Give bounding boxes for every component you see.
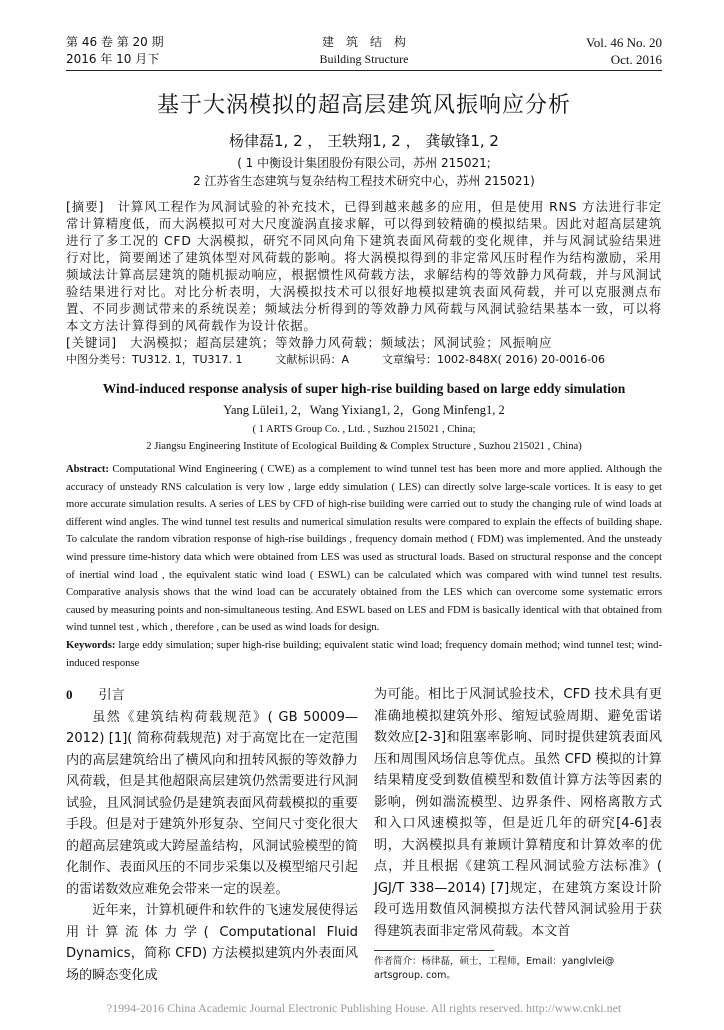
journal-name-cn: 建 筑 结 构 xyxy=(322,35,407,49)
abstract-text: 计算风工程作为风洞试验的补充技术，已得到越来越多的应用，但是使用 RNS 方法进行非定常计算精度低，而大涡模拟可对大尺度漩涡直接求解，可以得到较精确的模拟结果。因此对超高层建筑进行了多工况的 CFD 大涡模拟，研究不同风向角下建筑表面风荷载的变化规律，并与风洞试验结果进行对比，简要阐述了建筑体型对风荷载的影响。将大涡模拟得到的非定常风压时程作为结构激励，采用频域法计算高层建筑的随机振动响应，根据惯性风荷载方法，求解结构的等效静力风荷载，并与风洞试验结果进行对比。对比分析表明，大涡模拟技术可以很好地模拟建筑表面风荷载，并可以克服测点布置、不同步测试带来的系统误差；频域法分析得到的等效静力风荷载与风洞试验结果基本一致，可以将本文方法计算得到的风荷载作为设计依据。 xyxy=(66,199,662,333)
affiliation: 2 江苏省生态建筑与复杂结构工程技术研究中心，苏州 215021) xyxy=(193,174,535,188)
issue-date: 2016 年 10 月下 xyxy=(66,52,160,66)
paragraph: 近年来，计算机硬件和软件的飞速发展使得运用计算流体力学( Computational Fluid Dynamics，简称 CFD) 方法模拟建筑内外表面风场的瞬态变化成 xyxy=(66,903,358,983)
footnote-rule xyxy=(374,950,494,951)
affiliation: ( 1 ARTS Group Co. , Ltd. , Suzhou 215021 , China; xyxy=(252,424,476,435)
keywords-label: Keywords: xyxy=(66,639,116,651)
abstract-en xyxy=(66,461,662,672)
section-number: 0 xyxy=(66,687,73,703)
classification-line: 中图分类号：TU312. 1，TU317. 1 文献标识码：A 文章编号：1002-848X( 2016) 20-0016-06 xyxy=(66,353,606,366)
abstract-text: Computational Wind Engineering ( CWE) as a complement to wind tunnel test has been more and more applied. Although the accuracy of unsteady RNS calculation is very low , large eddy simulation ( LES) can directly solve large-scale vortices. It is easy to get more accurate simulation results. A series of LES by CFD of high-rise building were carried out to study the changing rule of wind loads at different wind angles. The wind tunnel test results and numerical simulation results were compared to explain the effects of building shape. To calculate the random vibration response of high-rise buildings , frequency domain method ( FDM) was implemented. And the unsteady wind pressure time-history data which were obtained from LES was used as structural loads. Based on structural response and the concept of inertial wind load , the equivalent static wind load ( ESWL) can be calculated which was compared with wind tunnel test results. Comparative analysis shows that the wind load can be accurately obtained from the LES which can overcome some systematic errors caused by measuring points and non-simultaneous testing. And ESWL based on LES and FDM is basically identical with that obtained from wind tunnel test , which , therefore , can be used as wind loads for design. xyxy=(66,464,662,634)
affiliation: 2 Jiangsu Engineering Institute of Ecological Building & Complex Structure , Suzhou 215021 , China) xyxy=(146,441,582,452)
right-column xyxy=(374,684,662,986)
paper-title: 基于大涡模拟的超高层建筑风振响应分析 xyxy=(156,93,571,118)
keywords-text: large eddy simulation; super high-rise building; equivalent static wind load; frequency domain method; wind tunnel test; wind-induced response xyxy=(66,639,662,669)
paragraph: 为可能。相比于风洞试验技术，CFD 技术具有更准确地模拟建筑外形、缩短试验周期、避免雷诺数效应[2-3]和阻塞率影响、同时提供建筑表面风压和周围风场信息等优点。虽然 CFD 模拟的计算结果精度受到数值模型和数值计算方法等因素的影响，例如湍流模型、边界条件、网格离散方式和入口风速模拟等，但是近几年的研究[4-6]表明，大涡模拟具有兼顾计算精度和计算效率的优点，并且根据《建筑工程风洞试验方法标准》( JGJ/T 338—2014) [7]规定，在建筑方案设计阶段可选用数值风洞模拟方法代替风洞试验用于获得建筑表面非定常风荷载。本文首 xyxy=(374,687,662,939)
affiliation: ( 1 中衡设计集团股份有限公司，苏州 215021; xyxy=(237,156,491,170)
english-authors: Yang Lülei1, 2，Wang Yixiang1, 2，Gong Minfeng1, 2 xyxy=(223,403,505,417)
keywords-label: [关键词] xyxy=(66,335,117,350)
volume-issue-en: Vol. 46 No. 20 xyxy=(586,35,663,50)
paragraph: 虽然《建筑结构荷载规范》( GB 50009—2012) [1]( 简称荷载规范) 对于高宽比在一定范围内的高层建筑给出了横风向和扭转风振的等效静力风荷载，但是其他超限高层建筑仍然需要进行风洞试验，且风洞试验仍是建筑表面风荷载模拟的重要手段。但是对于建筑外形复杂、空间尺寸变化很大的超高层建筑或大跨屋盖结构，风洞试验模型的简化制作、表面风压的不同步采集以及模型缩尺引起的雷诺数效应难免会带来一定的误差。 xyxy=(66,709,358,897)
journal-name xyxy=(265,34,464,68)
section-title: 引言 xyxy=(98,688,125,704)
volume-issue: 第 46 卷 第 20 期 xyxy=(66,35,164,49)
affiliations xyxy=(66,154,662,190)
body-columns xyxy=(66,684,662,986)
journal-name-en: Building Structure xyxy=(319,52,409,66)
english-affiliations xyxy=(66,421,662,455)
keywords-text: 大涡模拟；超高层建筑；等效静力风荷载；频域法；风洞试验；风振响应 xyxy=(130,335,553,350)
abstract-label: [摘要] xyxy=(66,199,105,214)
header-rule xyxy=(66,70,662,71)
copyright-footer: ?1994-2016 China Academic Journal Electronic Publishing House. All rights reserved. http://www.cnki.net xyxy=(106,1001,622,1016)
journal-issue xyxy=(66,34,265,68)
abstract-cn xyxy=(66,198,662,368)
journal-issue-en xyxy=(463,34,662,68)
running-header xyxy=(66,34,662,68)
authors: 杨律磊1, 2 ， 王轶翔1, 2 ， 龚敏锋1, 2 xyxy=(229,132,499,150)
abstract-label: Abstract: xyxy=(66,464,109,475)
section-heading xyxy=(66,684,358,707)
issue-date-en: Oct. 2016 xyxy=(610,52,663,67)
left-column xyxy=(66,684,358,986)
english-title: Wind-induced response analysis of super high-rise building based on large eddy simulation xyxy=(102,381,626,396)
author-note: 作者简介：杨律磊，硕士，工程师，Email：yanglvlei@ artsgroup. com。 xyxy=(374,956,615,982)
